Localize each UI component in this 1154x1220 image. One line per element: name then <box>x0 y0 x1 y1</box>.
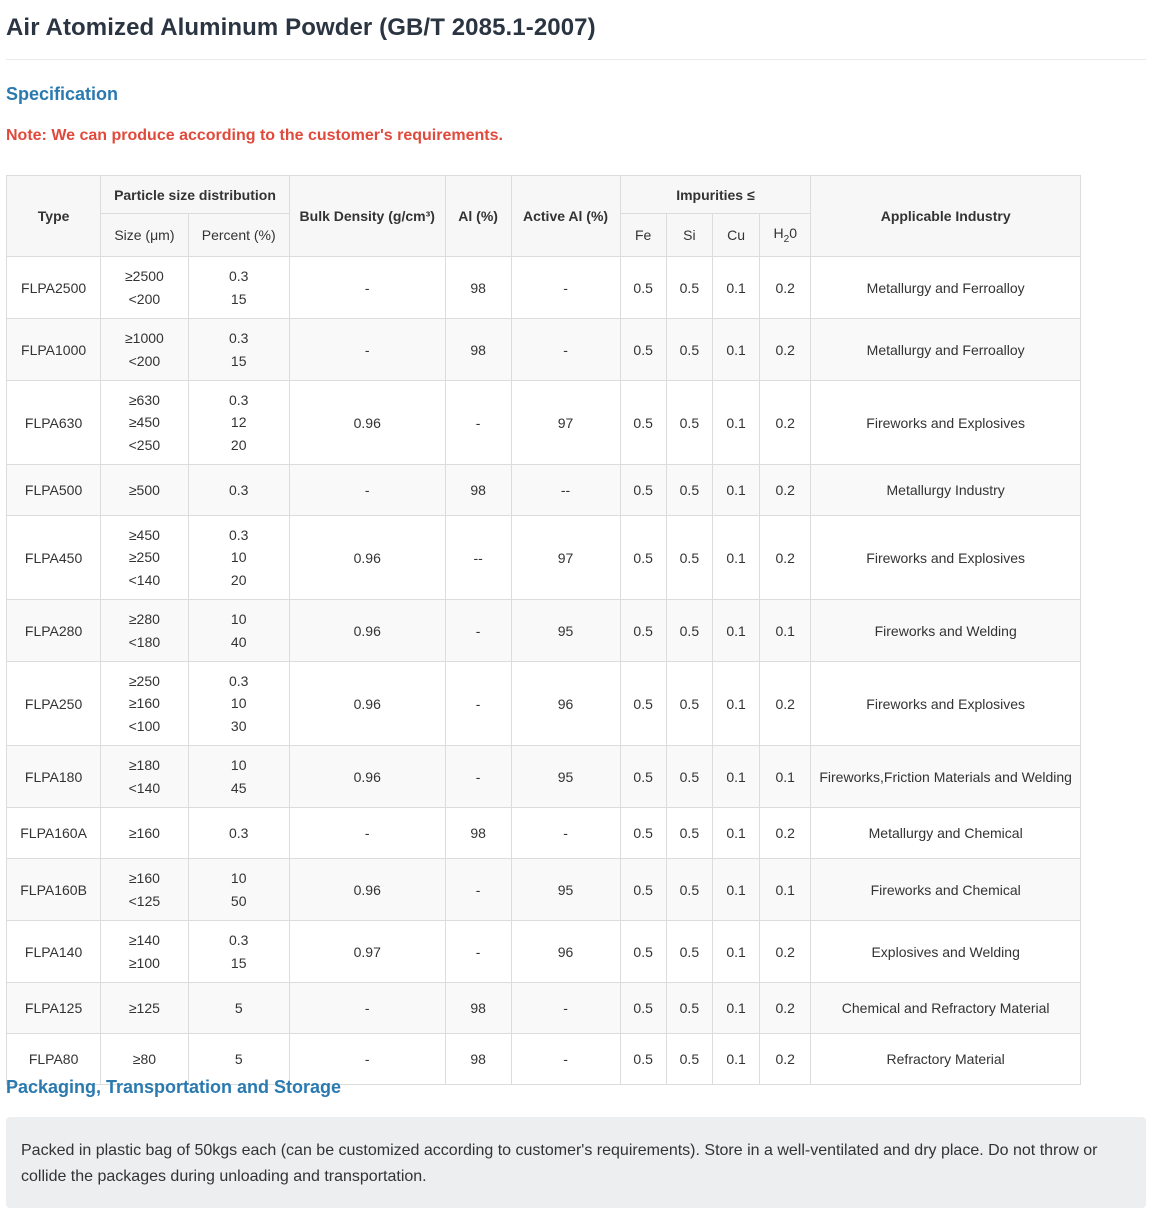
specification-table <box>6 175 1081 1085</box>
cell-percent <box>188 257 289 319</box>
cell-type: FLPA630 <box>7 381 101 465</box>
header-al: Al (%) <box>445 176 511 257</box>
cell-percent-value: 40 <box>230 633 247 650</box>
cell-size-value: ≥160 <box>128 824 160 841</box>
cell-al: - <box>445 600 511 662</box>
cell-size <box>101 600 188 662</box>
cell-percent-value: 45 <box>230 779 247 796</box>
cell-h2o: 0.2 <box>760 921 811 983</box>
cell-percent-value: 0.3 <box>228 526 249 543</box>
cell-active-al: 96 <box>511 921 620 983</box>
cell-size <box>101 983 188 1034</box>
cell-si: 0.5 <box>666 257 712 319</box>
cell-bulk-density: 0.96 <box>289 746 445 808</box>
cell-size-value: <180 <box>128 633 161 650</box>
cell-size-value: <140 <box>128 571 161 588</box>
cell-al: - <box>445 746 511 808</box>
cell-active-al: - <box>511 808 620 859</box>
cell-percent-value: 15 <box>230 954 247 971</box>
cell-h2o: 0.2 <box>760 983 811 1034</box>
header-particle-size-distribution: Particle size distribution <box>101 176 290 214</box>
cell-type: FLPA160A <box>7 808 101 859</box>
header-h2o-tail: 0 <box>789 225 797 242</box>
cell-si: 0.5 <box>666 859 712 921</box>
cell-active-al: - <box>511 319 620 381</box>
cell-fe: 0.5 <box>620 808 666 859</box>
cell-size <box>101 465 188 516</box>
header-size: Size (μm) <box>101 214 188 257</box>
cell-size <box>101 257 188 319</box>
cell-si: 0.5 <box>666 746 712 808</box>
cell-active-al: 95 <box>511 859 620 921</box>
cell-al: 98 <box>445 983 511 1034</box>
cell-cu: 0.1 <box>713 662 760 746</box>
cell-percent <box>188 921 289 983</box>
cell-cu: 0.1 <box>713 257 760 319</box>
table-row <box>7 257 1081 319</box>
cell-percent-value: 10 <box>230 757 247 773</box>
cell-h2o: 0.2 <box>760 1034 811 1085</box>
cell-h2o: 0.2 <box>760 257 811 319</box>
cell-al: 98 <box>445 465 511 516</box>
cell-percent-value: 20 <box>230 436 247 453</box>
specification-table-body <box>7 257 1081 1085</box>
table-row <box>7 746 1081 808</box>
cell-bulk-density: - <box>289 808 445 859</box>
packaging-text: Packed in plastic bag of 50kgs each (can be customized according to customer's requirements). Store in a well-ventilated and dry place. Do not throw or collide the packages during unloading and transportation. <box>21 1142 1098 1185</box>
cell-type: FLPA1000 <box>7 319 101 381</box>
header-active-al: Active Al (%) <box>511 176 620 257</box>
customization-note: Note: We can produce according to the customer's requirements. <box>6 127 503 144</box>
cell-active-al: 97 <box>511 516 620 600</box>
cell-cu: 0.1 <box>713 859 760 921</box>
cell-type: FLPA2500 <box>7 257 101 319</box>
cell-h2o: 0.1 <box>760 600 811 662</box>
cell-al: - <box>445 662 511 746</box>
cell-size-value: <250 <box>128 436 161 453</box>
cell-percent <box>188 516 289 600</box>
cell-percent-value: 15 <box>230 352 247 369</box>
cell-percent-value: 15 <box>230 290 247 307</box>
table-row <box>7 600 1081 662</box>
cell-active-al: 95 <box>511 600 620 662</box>
cell-al: -- <box>445 516 511 600</box>
cell-size <box>101 859 188 921</box>
cell-percent-value: 0.3 <box>228 330 249 346</box>
cell-percent <box>188 662 289 746</box>
cell-fe: 0.5 <box>620 921 666 983</box>
cell-active-al: - <box>511 983 620 1034</box>
cell-size-value: <100 <box>128 717 161 734</box>
cell-size-value: ≥140 <box>128 932 160 948</box>
cell-size-value: ≥160 <box>128 695 160 712</box>
cell-si: 0.5 <box>666 662 712 746</box>
cell-cu: 0.1 <box>713 465 760 516</box>
cell-size-value: ≥450 <box>128 414 160 431</box>
cell-type: FLPA250 <box>7 662 101 746</box>
cell-type: FLPA80 <box>7 1034 101 1085</box>
cell-percent <box>188 381 289 465</box>
cell-bulk-density: 0.96 <box>289 662 445 746</box>
cell-h2o: 0.1 <box>760 859 811 921</box>
cell-fe: 0.5 <box>620 465 666 516</box>
cell-size-value: ≥180 <box>128 757 160 773</box>
cell-fe: 0.5 <box>620 257 666 319</box>
cell-percent-value: 0.3 <box>228 672 249 689</box>
cell-active-al: 95 <box>511 746 620 808</box>
cell-h2o: 0.2 <box>760 465 811 516</box>
specification-heading: Specification <box>6 84 119 104</box>
cell-applicable-industry: Fireworks,Friction Materials and Welding <box>811 746 1081 808</box>
cell-al: 98 <box>445 1034 511 1085</box>
cell-cu: 0.1 <box>713 1034 760 1085</box>
cell-size-value: ≥80 <box>132 1050 157 1067</box>
cell-al: 98 <box>445 808 511 859</box>
cell-applicable-industry: Metallurgy and Chemical <box>811 808 1081 859</box>
cell-applicable-industry: Metallurgy and Ferroalloy <box>811 319 1081 381</box>
cell-fe: 0.5 <box>620 746 666 808</box>
cell-h2o: 0.2 <box>760 381 811 465</box>
header-applicable-industry: Applicable Industry <box>811 176 1081 257</box>
cell-si: 0.5 <box>666 319 712 381</box>
cell-al: 98 <box>445 319 511 381</box>
cell-size-value: <140 <box>128 779 161 796</box>
cell-size-value: ≥2500 <box>124 268 164 284</box>
cell-type: FLPA500 <box>7 465 101 516</box>
cell-al: - <box>445 859 511 921</box>
header-bulk-density: Bulk Density (g/cm³) <box>289 176 445 257</box>
cell-fe: 0.5 <box>620 859 666 921</box>
cell-size-value: ≥100 <box>128 954 160 971</box>
cell-fe: 0.5 <box>620 600 666 662</box>
cell-size-value: ≥280 <box>128 611 160 627</box>
cell-cu: 0.1 <box>713 319 760 381</box>
cell-si: 0.5 <box>666 921 712 983</box>
cell-bulk-density: 0.96 <box>289 516 445 600</box>
cell-h2o: 0.2 <box>760 516 811 600</box>
cell-bulk-density: - <box>289 257 445 319</box>
cell-percent-value: 0.3 <box>228 391 249 408</box>
cell-percent <box>188 319 289 381</box>
cell-size-value: ≥250 <box>128 672 160 689</box>
header-fe: Fe <box>620 214 666 257</box>
cell-size-value: ≥450 <box>128 526 160 543</box>
cell-h2o: 0.2 <box>760 319 811 381</box>
cell-type: FLPA450 <box>7 516 101 600</box>
cell-percent-value: 0.3 <box>228 824 249 841</box>
title-divider <box>6 59 1146 60</box>
cell-size-value: ≥250 <box>128 549 160 566</box>
header-percent: Percent (%) <box>188 214 289 257</box>
header-h2o-h: H <box>773 225 784 242</box>
cell-size <box>101 381 188 465</box>
cell-percent <box>188 983 289 1034</box>
cell-size <box>101 319 188 381</box>
cell-applicable-industry: Metallurgy Industry <box>811 465 1081 516</box>
cell-size <box>101 921 188 983</box>
cell-fe: 0.5 <box>620 381 666 465</box>
cell-percent-value: 10 <box>230 549 247 566</box>
cell-al: - <box>445 381 511 465</box>
cell-si: 0.5 <box>666 808 712 859</box>
cell-h2o: 0.1 <box>760 746 811 808</box>
cell-fe: 0.5 <box>620 319 666 381</box>
cell-si: 0.5 <box>666 983 712 1034</box>
page-title: Air Atomized Aluminum Powder (GB/T 2085.1-2007) <box>6 14 596 41</box>
table-row <box>7 319 1081 381</box>
cell-percent-value: 12 <box>230 414 247 431</box>
cell-active-al: - <box>511 1034 620 1085</box>
cell-percent-value: 5 <box>234 999 243 1016</box>
cell-percent-value: 5 <box>234 1050 243 1067</box>
cell-fe: 0.5 <box>620 516 666 600</box>
cell-bulk-density: - <box>289 319 445 381</box>
cell-applicable-industry: Fireworks and Explosives <box>811 516 1081 600</box>
cell-percent-value: 0.3 <box>228 268 249 284</box>
header-si: Si <box>666 214 712 257</box>
cell-bulk-density: - <box>289 465 445 516</box>
packaging-heading: Packaging, Transportation and Storage <box>6 1077 342 1097</box>
cell-fe: 0.5 <box>620 1034 666 1085</box>
cell-percent-value: 0.3 <box>228 481 249 498</box>
table-row <box>7 381 1081 465</box>
cell-percent-value: 10 <box>230 695 247 712</box>
cell-active-al: - <box>511 257 620 319</box>
cell-applicable-industry: Fireworks and Explosives <box>811 381 1081 465</box>
cell-cu: 0.1 <box>713 600 760 662</box>
cell-size <box>101 662 188 746</box>
cell-cu: 0.1 <box>713 516 760 600</box>
cell-size <box>101 516 188 600</box>
cell-cu: 0.1 <box>713 808 760 859</box>
header-h2o <box>760 214 811 257</box>
table-row <box>7 662 1081 746</box>
header-impurities: Impurities ≤ <box>620 176 811 214</box>
cell-bulk-density: 0.96 <box>289 600 445 662</box>
cell-bulk-density: - <box>289 983 445 1034</box>
cell-percent-value: 10 <box>230 870 247 886</box>
cell-size-value: <200 <box>128 290 161 307</box>
cell-percent-value: 50 <box>230 892 247 909</box>
cell-applicable-industry: Refractory Material <box>811 1034 1081 1085</box>
cell-cu: 0.1 <box>713 746 760 808</box>
cell-size-value: ≥1000 <box>124 330 164 346</box>
table-row <box>7 516 1081 600</box>
cell-si: 0.5 <box>666 516 712 600</box>
cell-type: FLPA125 <box>7 983 101 1034</box>
table-row <box>7 983 1081 1034</box>
cell-percent-value: 20 <box>230 571 247 588</box>
cell-type: FLPA180 <box>7 746 101 808</box>
cell-percent-value: 10 <box>230 611 247 627</box>
cell-applicable-industry: Chemical and Refractory Material <box>811 983 1081 1034</box>
header-cu: Cu <box>713 214 760 257</box>
cell-si: 0.5 <box>666 1034 712 1085</box>
cell-fe: 0.5 <box>620 983 666 1034</box>
cell-type: FLPA280 <box>7 600 101 662</box>
cell-applicable-industry: Fireworks and Welding <box>811 600 1081 662</box>
cell-si: 0.5 <box>666 381 712 465</box>
cell-h2o: 0.2 <box>760 662 811 746</box>
cell-size-value: ≥125 <box>128 999 160 1016</box>
cell-percent <box>188 746 289 808</box>
cell-h2o: 0.2 <box>760 808 811 859</box>
cell-active-al: 97 <box>511 381 620 465</box>
cell-percent-value: 0.3 <box>228 932 249 948</box>
cell-cu: 0.1 <box>713 921 760 983</box>
cell-al: - <box>445 921 511 983</box>
cell-size <box>101 808 188 859</box>
header-h2o-subscript: 2 <box>783 233 790 245</box>
table-row <box>7 808 1081 859</box>
cell-bulk-density: 0.96 <box>289 381 445 465</box>
cell-bulk-density: - <box>289 1034 445 1085</box>
cell-percent-value: 30 <box>230 717 247 734</box>
cell-si: 0.5 <box>666 600 712 662</box>
cell-percent <box>188 859 289 921</box>
cell-cu: 0.1 <box>713 381 760 465</box>
table-row <box>7 465 1081 516</box>
cell-cu: 0.1 <box>713 983 760 1034</box>
cell-type: FLPA140 <box>7 921 101 983</box>
cell-size-value: ≥630 <box>128 391 160 408</box>
cell-type: FLPA160B <box>7 859 101 921</box>
cell-al: 98 <box>445 257 511 319</box>
packaging-info-box <box>6 1117 1146 1208</box>
cell-bulk-density: 0.96 <box>289 859 445 921</box>
cell-si: 0.5 <box>666 465 712 516</box>
cell-percent <box>188 808 289 859</box>
cell-bulk-density: 0.97 <box>289 921 445 983</box>
cell-active-al: 96 <box>511 662 620 746</box>
cell-fe: 0.5 <box>620 662 666 746</box>
cell-applicable-industry: Metallurgy and Ferroalloy <box>811 257 1081 319</box>
cell-size-value: <125 <box>128 892 161 909</box>
table-row <box>7 859 1081 921</box>
cell-size <box>101 746 188 808</box>
cell-size-value: ≥500 <box>128 481 160 498</box>
table-row <box>7 921 1081 983</box>
cell-active-al: -- <box>511 465 620 516</box>
cell-size-value: <200 <box>128 352 161 369</box>
header-type: Type <box>7 176 101 257</box>
cell-percent <box>188 465 289 516</box>
cell-applicable-industry: Fireworks and Chemical <box>811 859 1081 921</box>
cell-applicable-industry: Explosives and Welding <box>811 921 1081 983</box>
cell-size-value: ≥160 <box>128 870 160 886</box>
cell-applicable-industry: Fireworks and Explosives <box>811 662 1081 746</box>
cell-percent <box>188 600 289 662</box>
